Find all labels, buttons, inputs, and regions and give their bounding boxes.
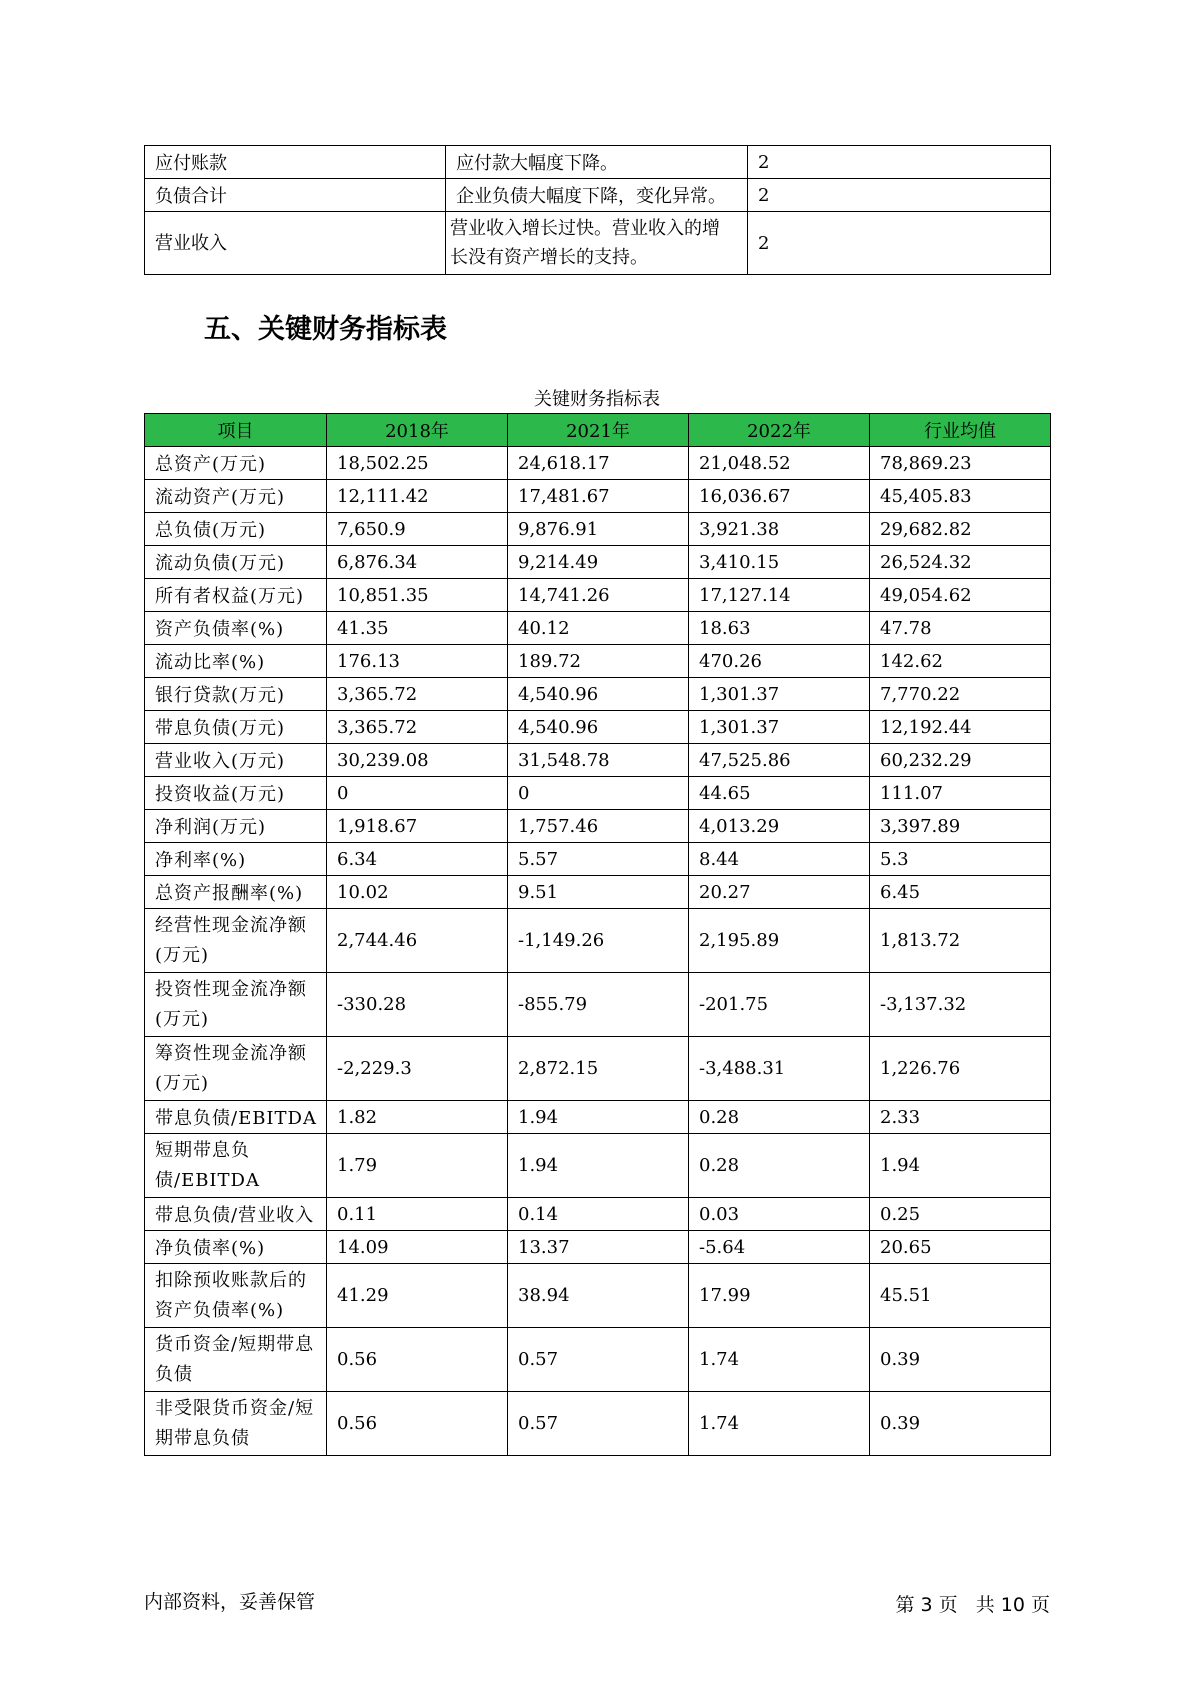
value-cell: 45,405.83	[870, 480, 1051, 513]
indicator-label-cell: 带息负债/营业收入	[145, 1198, 327, 1231]
value-cell: 18,502.25	[327, 447, 508, 480]
value-cell: 17,481.67	[508, 480, 689, 513]
table-row	[145, 843, 1051, 876]
value-cell: 21,048.52	[689, 447, 870, 480]
value-cell: 3,410.15	[689, 546, 870, 579]
value-cell: 1.94	[508, 1134, 689, 1198]
value-cell: 31,548.78	[508, 744, 689, 777]
indicator-label-cell: 净利润(万元)	[145, 810, 327, 843]
table-row	[145, 513, 1051, 546]
value-cell: 9,214.49	[508, 546, 689, 579]
value-cell: -3,137.32	[870, 973, 1051, 1037]
value-cell: -1,149.26	[508, 909, 689, 973]
table-row	[145, 179, 1051, 212]
value-cell: 26,524.32	[870, 546, 1051, 579]
value-cell: 1.94	[508, 1101, 689, 1134]
indicator-label-cell: 非受限货币资金/短期带息负债	[145, 1392, 327, 1456]
value-cell: -855.79	[508, 973, 689, 1037]
value-cell: 16,036.67	[689, 480, 870, 513]
value-cell: 0.28	[689, 1134, 870, 1198]
value-cell: 9.51	[508, 876, 689, 909]
value-cell: 40.12	[508, 612, 689, 645]
item-cell: 应付账款	[145, 146, 446, 179]
indicator-label-cell: 短期带息负债/EBITDA	[145, 1134, 327, 1198]
value-cell: 41.35	[327, 612, 508, 645]
value-cell: 30,239.08	[327, 744, 508, 777]
value-cell: 38.94	[508, 1264, 689, 1328]
desc-cell: 应付款大幅度下降。	[446, 146, 748, 179]
header-2022: 2022年	[689, 414, 870, 447]
section-heading: 五、关键财务指标表	[204, 314, 447, 345]
value-cell: 14.09	[327, 1231, 508, 1264]
value-cell: 9,876.91	[508, 513, 689, 546]
value-cell: 20.27	[689, 876, 870, 909]
value-cell: 1.74	[689, 1392, 870, 1456]
value-cell: 60,232.29	[870, 744, 1051, 777]
indicator-label-cell: 扣除预收账款后的资产负债率(%)	[145, 1264, 327, 1328]
value-cell: 0.28	[689, 1101, 870, 1134]
value-cell: 3,397.89	[870, 810, 1051, 843]
value-cell: 13.37	[508, 1231, 689, 1264]
table-row	[145, 645, 1051, 678]
value-cell: 4,013.29	[689, 810, 870, 843]
value-cell: 0.25	[870, 1198, 1051, 1231]
table-row	[145, 711, 1051, 744]
value-cell: -5.64	[689, 1231, 870, 1264]
value-cell: 1,301.37	[689, 711, 870, 744]
indicator-label-cell: 投资收益(万元)	[145, 777, 327, 810]
table-row	[145, 612, 1051, 645]
value-cell: 0.39	[870, 1328, 1051, 1392]
value-cell: 49,054.62	[870, 579, 1051, 612]
value-cell: 0.11	[327, 1198, 508, 1231]
table-caption: 关键财务指标表	[534, 389, 660, 410]
value-cell: 17.99	[689, 1264, 870, 1328]
table-row	[145, 1101, 1051, 1134]
indicator-label-cell: 净负债率(%)	[145, 1231, 327, 1264]
table-row	[145, 447, 1051, 480]
table-row	[145, 1231, 1051, 1264]
header-2018: 2018年	[327, 414, 508, 447]
value-cell: 10.02	[327, 876, 508, 909]
value-cell: -3,488.31	[689, 1037, 870, 1101]
value-cell: 4,540.96	[508, 711, 689, 744]
score-cell: 2	[748, 146, 1051, 179]
value-cell: 2,195.89	[689, 909, 870, 973]
value-cell: 0.56	[327, 1328, 508, 1392]
table-row	[145, 973, 1051, 1037]
value-cell: 47.78	[870, 612, 1051, 645]
table-row	[145, 876, 1051, 909]
table-row	[145, 810, 1051, 843]
desc-cell: 营业收入增长过快。营业收入的增长没有资产增长的支持。	[446, 212, 748, 275]
value-cell: 6,876.34	[327, 546, 508, 579]
table-row	[145, 777, 1051, 810]
value-cell: 18.63	[689, 612, 870, 645]
table-row	[145, 678, 1051, 711]
indicator-label-cell: 净利率(%)	[145, 843, 327, 876]
value-cell: 20.65	[870, 1231, 1051, 1264]
indicator-label-cell: 流动比率(%)	[145, 645, 327, 678]
header-2021: 2021年	[508, 414, 689, 447]
risk-items-table	[144, 145, 1051, 275]
value-cell: 7,650.9	[327, 513, 508, 546]
value-cell: 1.79	[327, 1134, 508, 1198]
value-cell: 1,757.46	[508, 810, 689, 843]
indicator-label-cell: 货币资金/短期带息负债	[145, 1328, 327, 1392]
value-cell: 12,192.44	[870, 711, 1051, 744]
value-cell: 41.29	[327, 1264, 508, 1328]
indicator-label-cell: 所有者权益(万元)	[145, 579, 327, 612]
value-cell: 2.33	[870, 1101, 1051, 1134]
table-row	[145, 1328, 1051, 1392]
value-cell: 2,872.15	[508, 1037, 689, 1101]
value-cell: 44.65	[689, 777, 870, 810]
desc-cell: 企业负债大幅度下降，变化异常。	[446, 179, 748, 212]
value-cell: 1.82	[327, 1101, 508, 1134]
value-cell: 111.07	[870, 777, 1051, 810]
table-row	[145, 1037, 1051, 1101]
value-cell: 5.57	[508, 843, 689, 876]
table-row	[145, 546, 1051, 579]
value-cell: 5.3	[870, 843, 1051, 876]
value-cell: 0.57	[508, 1328, 689, 1392]
footer-confidential-note: 内部资料，妥善保管	[144, 1591, 316, 1613]
indicator-label-cell: 投资性现金流净额(万元)	[145, 973, 327, 1037]
score-cell: 2	[748, 179, 1051, 212]
value-cell: 189.72	[508, 645, 689, 678]
value-cell: 10,851.35	[327, 579, 508, 612]
table-row	[145, 909, 1051, 973]
value-cell: 47,525.86	[689, 744, 870, 777]
table-body	[145, 447, 1051, 1456]
value-cell: 1,226.76	[870, 1037, 1051, 1101]
value-cell: 8.44	[689, 843, 870, 876]
value-cell: 78,869.23	[870, 447, 1051, 480]
table-row	[145, 146, 1051, 179]
value-cell: 3,365.72	[327, 678, 508, 711]
header-industry-average: 行业均值	[870, 414, 1051, 447]
value-cell: 0.57	[508, 1392, 689, 1456]
table-row	[145, 480, 1051, 513]
value-cell: -2,229.3	[327, 1037, 508, 1101]
indicator-label-cell: 总资产报酬率(%)	[145, 876, 327, 909]
value-cell: -201.75	[689, 973, 870, 1037]
indicator-label-cell: 总资产(万元)	[145, 447, 327, 480]
value-cell: 7,770.22	[870, 678, 1051, 711]
value-cell: 0.03	[689, 1198, 870, 1231]
value-cell: 0.14	[508, 1198, 689, 1231]
value-cell: 45.51	[870, 1264, 1051, 1328]
value-cell: 1,301.37	[689, 678, 870, 711]
indicator-label-cell: 带息负债(万元)	[145, 711, 327, 744]
item-cell: 营业收入	[145, 212, 446, 275]
indicator-label-cell: 营业收入(万元)	[145, 744, 327, 777]
value-cell: 3,365.72	[327, 711, 508, 744]
value-cell: 0	[327, 777, 508, 810]
value-cell: 3,921.38	[689, 513, 870, 546]
value-cell: 1,918.67	[327, 810, 508, 843]
value-cell: 0	[508, 777, 689, 810]
indicator-label-cell: 银行贷款(万元)	[145, 678, 327, 711]
indicator-label-cell: 带息负债/EBITDA	[145, 1101, 327, 1134]
header-row	[145, 414, 1051, 447]
key-financial-indicators-table	[144, 413, 1051, 1456]
footer-page-number: 第 3 页 共 10 页	[895, 1594, 1050, 1616]
indicator-label-cell: 流动负债(万元)	[145, 546, 327, 579]
header-item: 项目	[145, 414, 327, 447]
table-row	[145, 1198, 1051, 1231]
table-row	[145, 1134, 1051, 1198]
value-cell: 0.56	[327, 1392, 508, 1456]
indicator-label-cell: 流动资产(万元)	[145, 480, 327, 513]
table-row	[145, 579, 1051, 612]
item-cell: 负债合计	[145, 179, 446, 212]
value-cell: 29,682.82	[870, 513, 1051, 546]
table-row	[145, 212, 1051, 275]
value-cell: 1.94	[870, 1134, 1051, 1198]
score-cell: 2	[748, 212, 1051, 275]
value-cell: 142.62	[870, 645, 1051, 678]
indicator-label-cell: 总负债(万元)	[145, 513, 327, 546]
table-row	[145, 1392, 1051, 1456]
indicator-label-cell: 筹资性现金流净额(万元)	[145, 1037, 327, 1101]
value-cell: 17,127.14	[689, 579, 870, 612]
table-row	[145, 744, 1051, 777]
value-cell: 1.74	[689, 1328, 870, 1392]
indicator-label-cell: 资产负债率(%)	[145, 612, 327, 645]
value-cell: 1,813.72	[870, 909, 1051, 973]
value-cell: 14,741.26	[508, 579, 689, 612]
table-row	[145, 1264, 1051, 1328]
value-cell: 470.26	[689, 645, 870, 678]
value-cell: 4,540.96	[508, 678, 689, 711]
value-cell: 2,744.46	[327, 909, 508, 973]
value-cell: 6.45	[870, 876, 1051, 909]
value-cell: 24,618.17	[508, 447, 689, 480]
value-cell: 12,111.42	[327, 480, 508, 513]
value-cell: 176.13	[327, 645, 508, 678]
value-cell: 0.39	[870, 1392, 1051, 1456]
value-cell: 6.34	[327, 843, 508, 876]
indicator-label-cell: 经营性现金流净额(万元)	[145, 909, 327, 973]
value-cell: -330.28	[327, 973, 508, 1037]
